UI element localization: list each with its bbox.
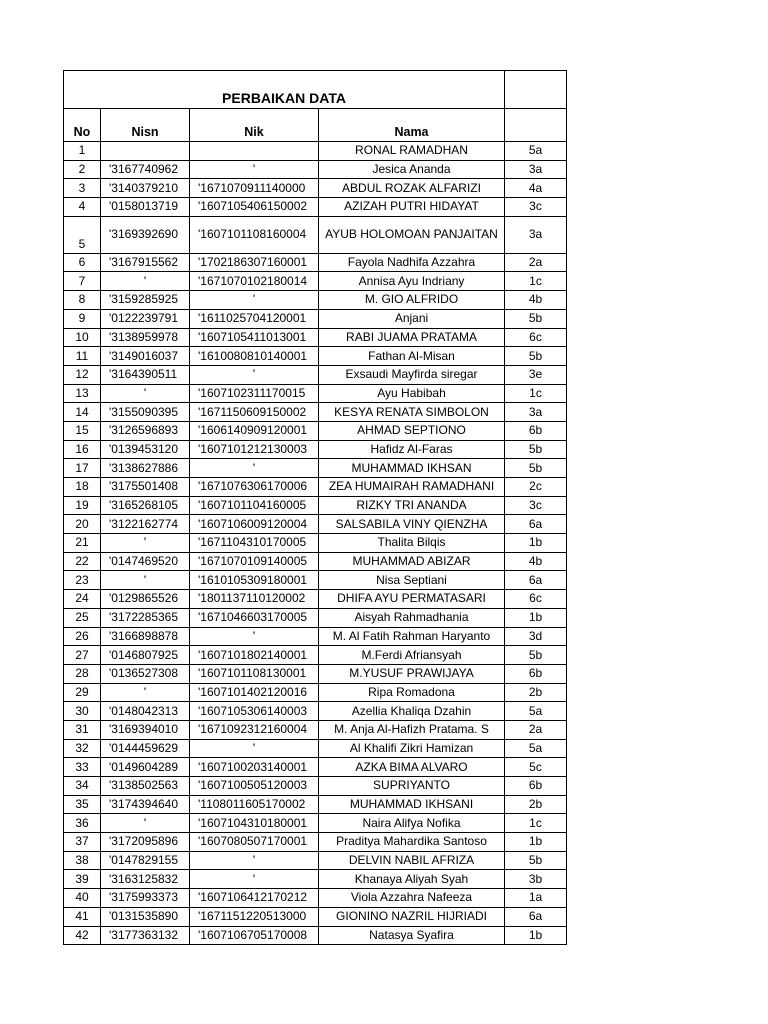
cell-kelas: 6b <box>505 664 567 683</box>
cell-nama: GIONINO NAZRIL HIJRIADI <box>319 907 505 926</box>
table-row <box>64 590 567 609</box>
cell-nama: M. Anja Al-Hafizh Pratama. S <box>319 720 505 739</box>
cell-kelas: 2b <box>505 795 567 814</box>
cell-nama: M.Ferdi Afriansyah <box>319 646 505 665</box>
cell-nama: AZKA BIMA ALVARO <box>319 758 505 777</box>
title-blank-cell <box>505 71 567 109</box>
header-no: No <box>64 109 101 142</box>
cell-nik: '1611025704120001 <box>190 309 319 328</box>
cell-nisn: ' <box>101 272 190 291</box>
table-row <box>64 365 567 384</box>
table-row <box>64 421 567 440</box>
cell-nik: '1606140909120001 <box>190 421 319 440</box>
cell-kelas: 5a <box>505 702 567 721</box>
cell-nama: MUHAMMAD IKHSANI <box>319 795 505 814</box>
cell-nik: '1671104310170005 <box>190 534 319 553</box>
cell-no: 7 <box>64 272 101 291</box>
cell-nisn: ' <box>101 683 190 702</box>
table-body <box>64 142 567 945</box>
table-row <box>64 440 567 459</box>
cell-nik: ' <box>190 851 319 870</box>
cell-kelas: 6a <box>505 571 567 590</box>
cell-kelas: 6b <box>505 421 567 440</box>
sheet-title: PERBAIKAN DATA <box>64 71 505 109</box>
cell-nisn: '0149604289 <box>101 758 190 777</box>
cell-no: 4 <box>64 198 101 217</box>
cell-nama: ZEA HUMAIRAH RAMADHANI <box>319 478 505 497</box>
cell-nisn: '0136527308 <box>101 664 190 683</box>
cell-nama: Ripa Romadona <box>319 683 505 702</box>
cell-nisn: ' <box>101 571 190 590</box>
cell-nik: '1607101104160005 <box>190 496 319 515</box>
cell-nik: '1671151220513000 <box>190 907 319 926</box>
header-kelas <box>505 109 567 142</box>
cell-nama: Azellia Khaliqa Dzahin <box>319 702 505 721</box>
cell-nik: '1607105306140003 <box>190 702 319 721</box>
cell-no: 9 <box>64 309 101 328</box>
cell-nisn: '3164390511 <box>101 365 190 384</box>
cell-no: 18 <box>64 478 101 497</box>
cell-nik: '1607101212130003 <box>190 440 319 459</box>
cell-kelas: 5b <box>505 440 567 459</box>
cell-nisn: '3175993373 <box>101 889 190 908</box>
cell-nik: '1607100505120003 <box>190 777 319 796</box>
cell-nama: AZIZAH PUTRI HIDAYAT <box>319 198 505 217</box>
cell-nama: MUHAMMAD ABIZAR <box>319 552 505 571</box>
cell-nisn: '0129865526 <box>101 590 190 609</box>
cell-nama: Viola Azzahra Nafeeza <box>319 889 505 908</box>
cell-nik: '1671046603170005 <box>190 608 319 627</box>
cell-no: 12 <box>64 365 101 384</box>
cell-nama: M.YUSUF PRAWIJAYA <box>319 664 505 683</box>
cell-no: 41 <box>64 907 101 926</box>
table-row <box>64 814 567 833</box>
cell-no: 30 <box>64 702 101 721</box>
table-row <box>64 552 567 571</box>
cell-kelas: 3c <box>505 496 567 515</box>
cell-no: 26 <box>64 627 101 646</box>
cell-nik: '1607105406150002 <box>190 198 319 217</box>
cell-no: 29 <box>64 683 101 702</box>
cell-nisn: '0148042313 <box>101 702 190 721</box>
cell-nik: ' <box>190 739 319 758</box>
cell-nik: '1671150609150002 <box>190 403 319 422</box>
cell-nik <box>190 142 319 161</box>
cell-nisn: '3169392690 <box>101 216 190 253</box>
table-row <box>64 664 567 683</box>
table-row <box>64 478 567 497</box>
cell-no: 24 <box>64 590 101 609</box>
table-row <box>64 777 567 796</box>
table-row <box>64 926 567 945</box>
cell-no: 35 <box>64 795 101 814</box>
table-row <box>64 907 567 926</box>
table-row <box>64 459 567 478</box>
cell-nama: Nisa Septiani <box>319 571 505 590</box>
cell-kelas: 6c <box>505 590 567 609</box>
cell-kelas: 6c <box>505 328 567 347</box>
cell-no: 27 <box>64 646 101 665</box>
cell-nik: ' <box>190 870 319 889</box>
cell-no: 32 <box>64 739 101 758</box>
table-row <box>64 179 567 198</box>
cell-nisn: '3165268105 <box>101 496 190 515</box>
cell-nisn: '3166898878 <box>101 627 190 646</box>
cell-kelas: 5a <box>505 739 567 758</box>
table-row <box>64 309 567 328</box>
cell-nik: '1671076306170006 <box>190 478 319 497</box>
table-row <box>64 253 567 272</box>
cell-no: 5 <box>64 216 101 253</box>
cell-nisn <box>101 142 190 161</box>
cell-kelas: 3a <box>505 216 567 253</box>
cell-nik: '1607106412170212 <box>190 889 319 908</box>
cell-nik: '1607106009120004 <box>190 515 319 534</box>
cell-nama: Al Khalifi Zikri Hamizan <box>319 739 505 758</box>
cell-nama: AHMAD SEPTIONO <box>319 421 505 440</box>
header-row <box>64 109 567 142</box>
data-table <box>63 70 567 945</box>
cell-nisn: '3172285365 <box>101 608 190 627</box>
cell-kelas: 3c <box>505 198 567 217</box>
cell-nik: '1607104310180001 <box>190 814 319 833</box>
cell-nama: DELVIN NABIL AFRIZA <box>319 851 505 870</box>
cell-nisn: '0147469520 <box>101 552 190 571</box>
cell-nisn: '3177363132 <box>101 926 190 945</box>
cell-nisn: '0122239791 <box>101 309 190 328</box>
cell-nisn: '3138502563 <box>101 777 190 796</box>
cell-nama: RIZKY TRI ANANDA <box>319 496 505 515</box>
cell-kelas: 2a <box>505 720 567 739</box>
cell-nama: M. Al Fatih Rahman Haryanto <box>319 627 505 646</box>
table-row <box>64 870 567 889</box>
cell-nama: SALSABILA VINY QIENZHA <box>319 515 505 534</box>
cell-nik: '1610080810140001 <box>190 347 319 366</box>
cell-kelas: 5b <box>505 347 567 366</box>
cell-nama: Jesica Ananda <box>319 160 505 179</box>
table-row <box>64 758 567 777</box>
cell-kelas: 5b <box>505 851 567 870</box>
header-nik: Nik <box>190 109 319 142</box>
cell-nisn: '3155090395 <box>101 403 190 422</box>
cell-nik: '1607101402120016 <box>190 683 319 702</box>
cell-no: 6 <box>64 253 101 272</box>
cell-kelas: 4b <box>505 291 567 310</box>
table-row <box>64 291 567 310</box>
cell-nisn: '3163125832 <box>101 870 190 889</box>
cell-kelas: 1b <box>505 534 567 553</box>
cell-no: 2 <box>64 160 101 179</box>
cell-nik: ' <box>190 459 319 478</box>
cell-nama: Fayola Nadhifa Azzahra <box>319 253 505 272</box>
cell-nisn: '0146807925 <box>101 646 190 665</box>
cell-nama: Aisyah Rahmadhania <box>319 608 505 627</box>
cell-nisn: '3138627886 <box>101 459 190 478</box>
cell-nisn: '3159285925 <box>101 291 190 310</box>
cell-nisn: '3138959978 <box>101 328 190 347</box>
cell-kelas: 1b <box>505 926 567 945</box>
cell-nama: DHIFA AYU PERMATASARI <box>319 590 505 609</box>
cell-nik: '1801137110120002 <box>190 590 319 609</box>
cell-kelas: 1c <box>505 814 567 833</box>
table-row <box>64 515 567 534</box>
cell-nik: '1671070911140000 <box>190 179 319 198</box>
cell-no: 36 <box>64 814 101 833</box>
cell-nama: AYUB HOLOMOAN PANJAITAN <box>319 216 505 253</box>
header-nama: Nama <box>319 109 505 142</box>
cell-nisn: ' <box>101 384 190 403</box>
cell-nisn: '0131535890 <box>101 907 190 926</box>
cell-no: 17 <box>64 459 101 478</box>
cell-nik: '1607102311170015 <box>190 384 319 403</box>
cell-kelas: 5b <box>505 309 567 328</box>
cell-nisn: '3172095896 <box>101 833 190 852</box>
header-nisn: Nisn <box>101 109 190 142</box>
cell-nama: Natasya Syafira <box>319 926 505 945</box>
cell-nisn: '3174394640 <box>101 795 190 814</box>
cell-kelas: 2c <box>505 478 567 497</box>
cell-kelas: 4b <box>505 552 567 571</box>
cell-nama: ABDUL ROZAK ALFARIZI <box>319 179 505 198</box>
cell-no: 22 <box>64 552 101 571</box>
table-row <box>64 198 567 217</box>
cell-kelas: 3a <box>505 160 567 179</box>
cell-no: 33 <box>64 758 101 777</box>
title-row <box>64 71 567 109</box>
cell-kelas: 1c <box>505 384 567 403</box>
cell-no: 38 <box>64 851 101 870</box>
table-row <box>64 795 567 814</box>
cell-kelas: 6a <box>505 907 567 926</box>
cell-nisn: '3149016037 <box>101 347 190 366</box>
cell-no: 42 <box>64 926 101 945</box>
cell-nik: '1702186307160001 <box>190 253 319 272</box>
table-row <box>64 328 567 347</box>
cell-kelas: 1c <box>505 272 567 291</box>
cell-nisn: '0139453120 <box>101 440 190 459</box>
cell-no: 15 <box>64 421 101 440</box>
cell-nik: '1671092312160004 <box>190 720 319 739</box>
cell-nama: KESYA RENATA SIMBOLON <box>319 403 505 422</box>
cell-nik: '1607106705170008 <box>190 926 319 945</box>
table-row <box>64 216 567 253</box>
table-row <box>64 272 567 291</box>
cell-nisn: '0144459629 <box>101 739 190 758</box>
cell-no: 1 <box>64 142 101 161</box>
table-row <box>64 739 567 758</box>
cell-nisn: '3169394010 <box>101 720 190 739</box>
cell-no: 3 <box>64 179 101 198</box>
cell-nama: Khanaya Aliyah Syah <box>319 870 505 889</box>
cell-nisn: '3175501408 <box>101 478 190 497</box>
cell-nik: '1607080507170001 <box>190 833 319 852</box>
cell-nisn: '0158013719 <box>101 198 190 217</box>
cell-nama: Anjani <box>319 309 505 328</box>
table-row <box>64 720 567 739</box>
cell-no: 21 <box>64 534 101 553</box>
cell-nama: RABI JUAMA PRATAMA <box>319 328 505 347</box>
cell-nik: '1607101108130001 <box>190 664 319 683</box>
cell-no: 39 <box>64 870 101 889</box>
cell-nik: ' <box>190 291 319 310</box>
cell-nama: RONAL RAMADHAN <box>319 142 505 161</box>
table-row <box>64 851 567 870</box>
table-row <box>64 833 567 852</box>
table-row <box>64 683 567 702</box>
cell-nik: '1607100203140001 <box>190 758 319 777</box>
cell-kelas: 4a <box>505 179 567 198</box>
cell-no: 11 <box>64 347 101 366</box>
cell-no: 23 <box>64 571 101 590</box>
table-row <box>64 347 567 366</box>
cell-nama: Exsaudi Mayfirda siregar <box>319 365 505 384</box>
table-row <box>64 496 567 515</box>
cell-kelas: 1b <box>505 608 567 627</box>
cell-nama: Ayu Habibah <box>319 384 505 403</box>
cell-nik: '1607105411013001 <box>190 328 319 347</box>
cell-nik: ' <box>190 627 319 646</box>
cell-no: 34 <box>64 777 101 796</box>
cell-kelas: 2b <box>505 683 567 702</box>
cell-kelas: 5c <box>505 758 567 777</box>
cell-nik: '1671070109140005 <box>190 552 319 571</box>
cell-kelas: 5b <box>505 646 567 665</box>
table-row <box>64 608 567 627</box>
cell-nisn: ' <box>101 814 190 833</box>
cell-nik: '1607101802140001 <box>190 646 319 665</box>
cell-kelas: 3a <box>505 403 567 422</box>
cell-nisn: '3122162774 <box>101 515 190 534</box>
cell-nisn: '3126596893 <box>101 421 190 440</box>
cell-no: 10 <box>64 328 101 347</box>
cell-no: 19 <box>64 496 101 515</box>
cell-nama: Fathan Al-Misan <box>319 347 505 366</box>
table-row <box>64 142 567 161</box>
cell-no: 25 <box>64 608 101 627</box>
cell-nik: ' <box>190 160 319 179</box>
cell-no: 8 <box>64 291 101 310</box>
cell-nama: Annisa Ayu Indriany <box>319 272 505 291</box>
cell-kelas: 1a <box>505 889 567 908</box>
cell-nik: ' <box>190 365 319 384</box>
cell-kelas: 3e <box>505 365 567 384</box>
table-row <box>64 384 567 403</box>
cell-nik: '1671070102180014 <box>190 272 319 291</box>
cell-no: 28 <box>64 664 101 683</box>
cell-kelas: 6b <box>505 777 567 796</box>
cell-nisn: ' <box>101 534 190 553</box>
table-row <box>64 702 567 721</box>
cell-nama: Praditya Mahardika Santoso <box>319 833 505 852</box>
cell-nisn: '3140379210 <box>101 179 190 198</box>
cell-kelas: 6a <box>505 515 567 534</box>
table-row <box>64 627 567 646</box>
cell-nik: '1607101108160004 <box>190 216 319 253</box>
cell-kelas: 5b <box>505 459 567 478</box>
cell-no: 16 <box>64 440 101 459</box>
table-row <box>64 889 567 908</box>
cell-nisn: '3167740962 <box>101 160 190 179</box>
cell-nisn: '3167915562 <box>101 253 190 272</box>
cell-kelas: 2a <box>505 253 567 272</box>
cell-no: 13 <box>64 384 101 403</box>
cell-kelas: 1b <box>505 833 567 852</box>
cell-kelas: 3b <box>505 870 567 889</box>
table-row <box>64 646 567 665</box>
cell-nama: Naira Alifya Nofika <box>319 814 505 833</box>
cell-nik: '1610105309180001 <box>190 571 319 590</box>
cell-no: 20 <box>64 515 101 534</box>
cell-nama: SUPRIYANTO <box>319 777 505 796</box>
cell-nama: M. GIO ALFRIDO <box>319 291 505 310</box>
table-row <box>64 160 567 179</box>
cell-nama: Thalita Bilqis <box>319 534 505 553</box>
table-row <box>64 403 567 422</box>
cell-no: 31 <box>64 720 101 739</box>
cell-nama: Hafidz Al-Faras <box>319 440 505 459</box>
cell-nama: MUHAMMAD IKHSAN <box>319 459 505 478</box>
cell-kelas: 5a <box>505 142 567 161</box>
cell-no: 14 <box>64 403 101 422</box>
cell-no: 37 <box>64 833 101 852</box>
cell-kelas: 3d <box>505 627 567 646</box>
cell-no: 40 <box>64 889 101 908</box>
table-row <box>64 534 567 553</box>
table-row <box>64 571 567 590</box>
cell-nik: '1108011605170002 <box>190 795 319 814</box>
cell-nisn: '0147829155 <box>101 851 190 870</box>
